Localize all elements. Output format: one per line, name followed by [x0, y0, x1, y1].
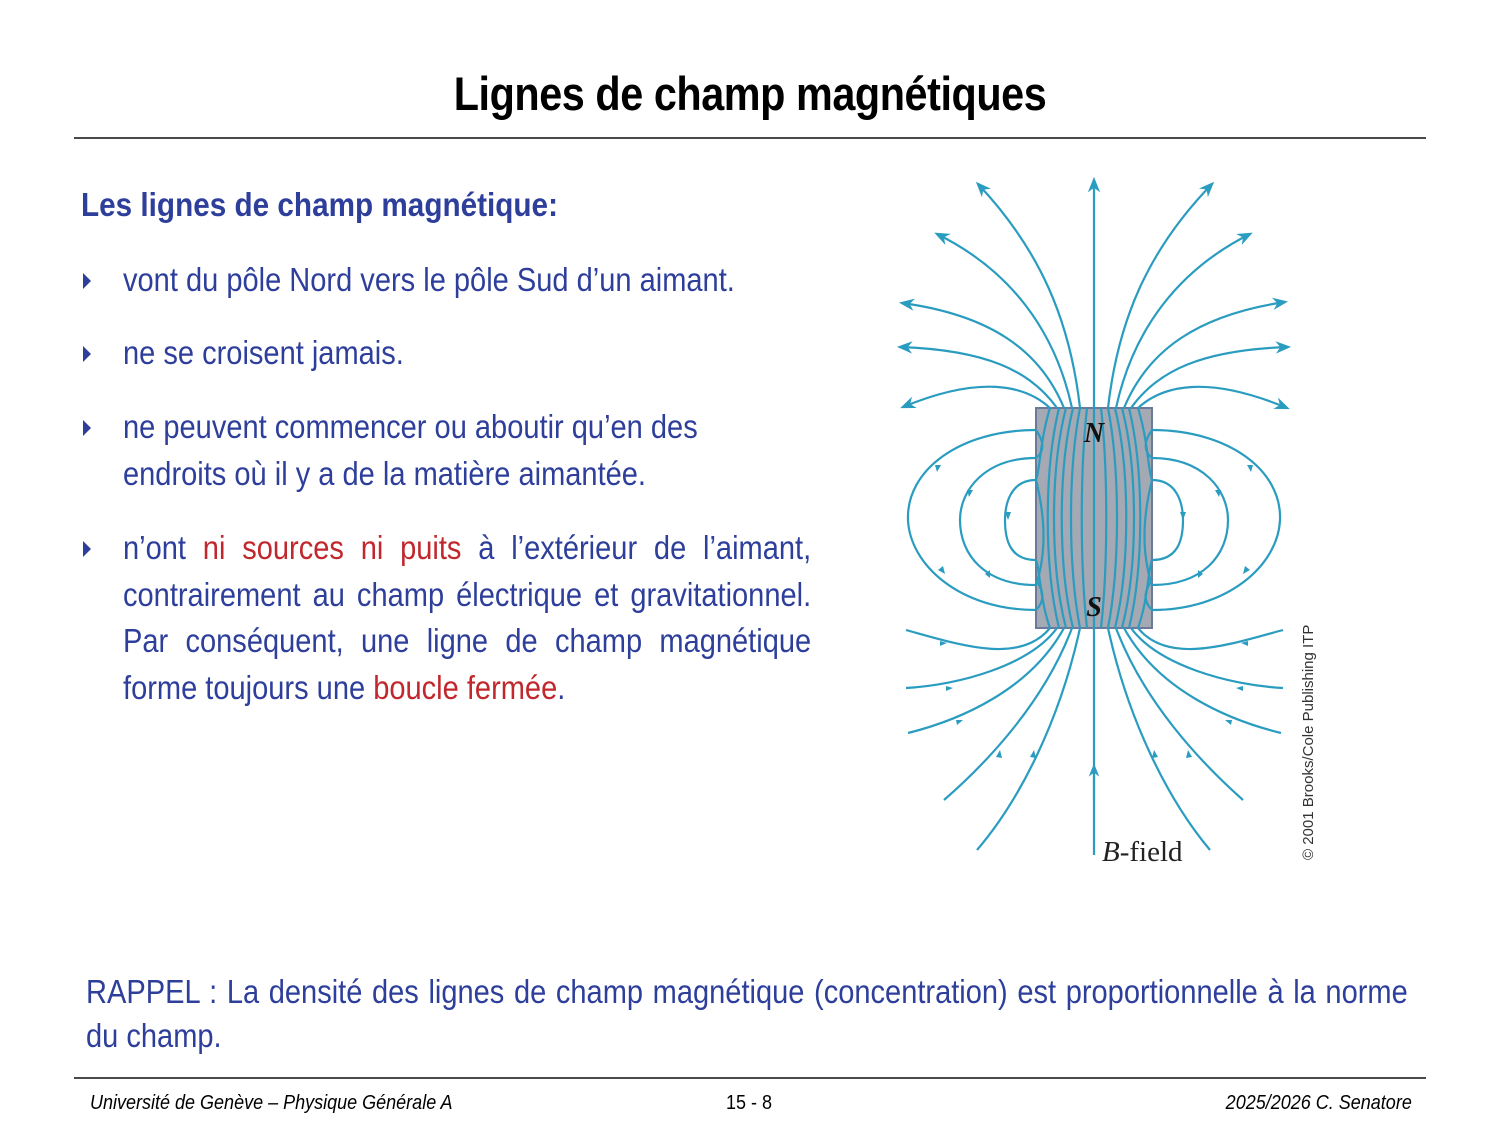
bullet-arrow-icon [80, 344, 100, 364]
footer-author-year: 2025/2026 C. Senatore [1225, 1092, 1412, 1114]
magnet-field-diagram [880, 170, 1340, 880]
bullet-arrow-icon [80, 539, 100, 559]
footer-divider [74, 1077, 1426, 1079]
highlight-ni-sources-ni-puits: ni sources ni puits [202, 529, 462, 566]
field-lines-svg [880, 170, 1340, 880]
section-heading: Les lignes de champ magnétique: [81, 186, 558, 223]
bullet-arrow-icon [80, 271, 100, 291]
highlight-boucle-fermee: boucle fermée [373, 668, 558, 706]
south-pole-label: S [1086, 592, 1102, 623]
rappel-note: RAPPEL : La densité des lignes de champ magnétique (concentration) est proportionnelle à la norme du champ. [86, 973, 1408, 1054]
bullet-item-3: ne peuvent commencer ou aboutir qu’en des endroits où il y a de la matière aimantée. [123, 408, 698, 492]
copyright-notice: © 2001 Brooks/Cole Publishing ITP [1300, 624, 1317, 860]
north-pole-label: N [1083, 418, 1105, 449]
bullet-item-2: ne se croisent jamais. [123, 334, 404, 371]
bullet-item-4: n’ont ni sources ni puits à l’extérieur de l’aimant, contrairement au champ électrique et gravitationnel. Par conséquent, une ligne de champ magnétique forme toujours une boucle fermée. [123, 529, 812, 706]
slide-title: Lignes de champ magnétiques [453, 67, 1047, 120]
footer-institution: Université de Genève – Physique Générale A [90, 1092, 453, 1114]
footer-page-number: 15 - 8 [726, 1092, 773, 1114]
bullet-item-1: vont du pôle Nord vers le pôle Sud d’un aimant. [123, 261, 735, 298]
b-field-label: B-field [1102, 836, 1183, 868]
bullet-arrow-icon [80, 418, 100, 438]
title-divider [74, 137, 1426, 139]
